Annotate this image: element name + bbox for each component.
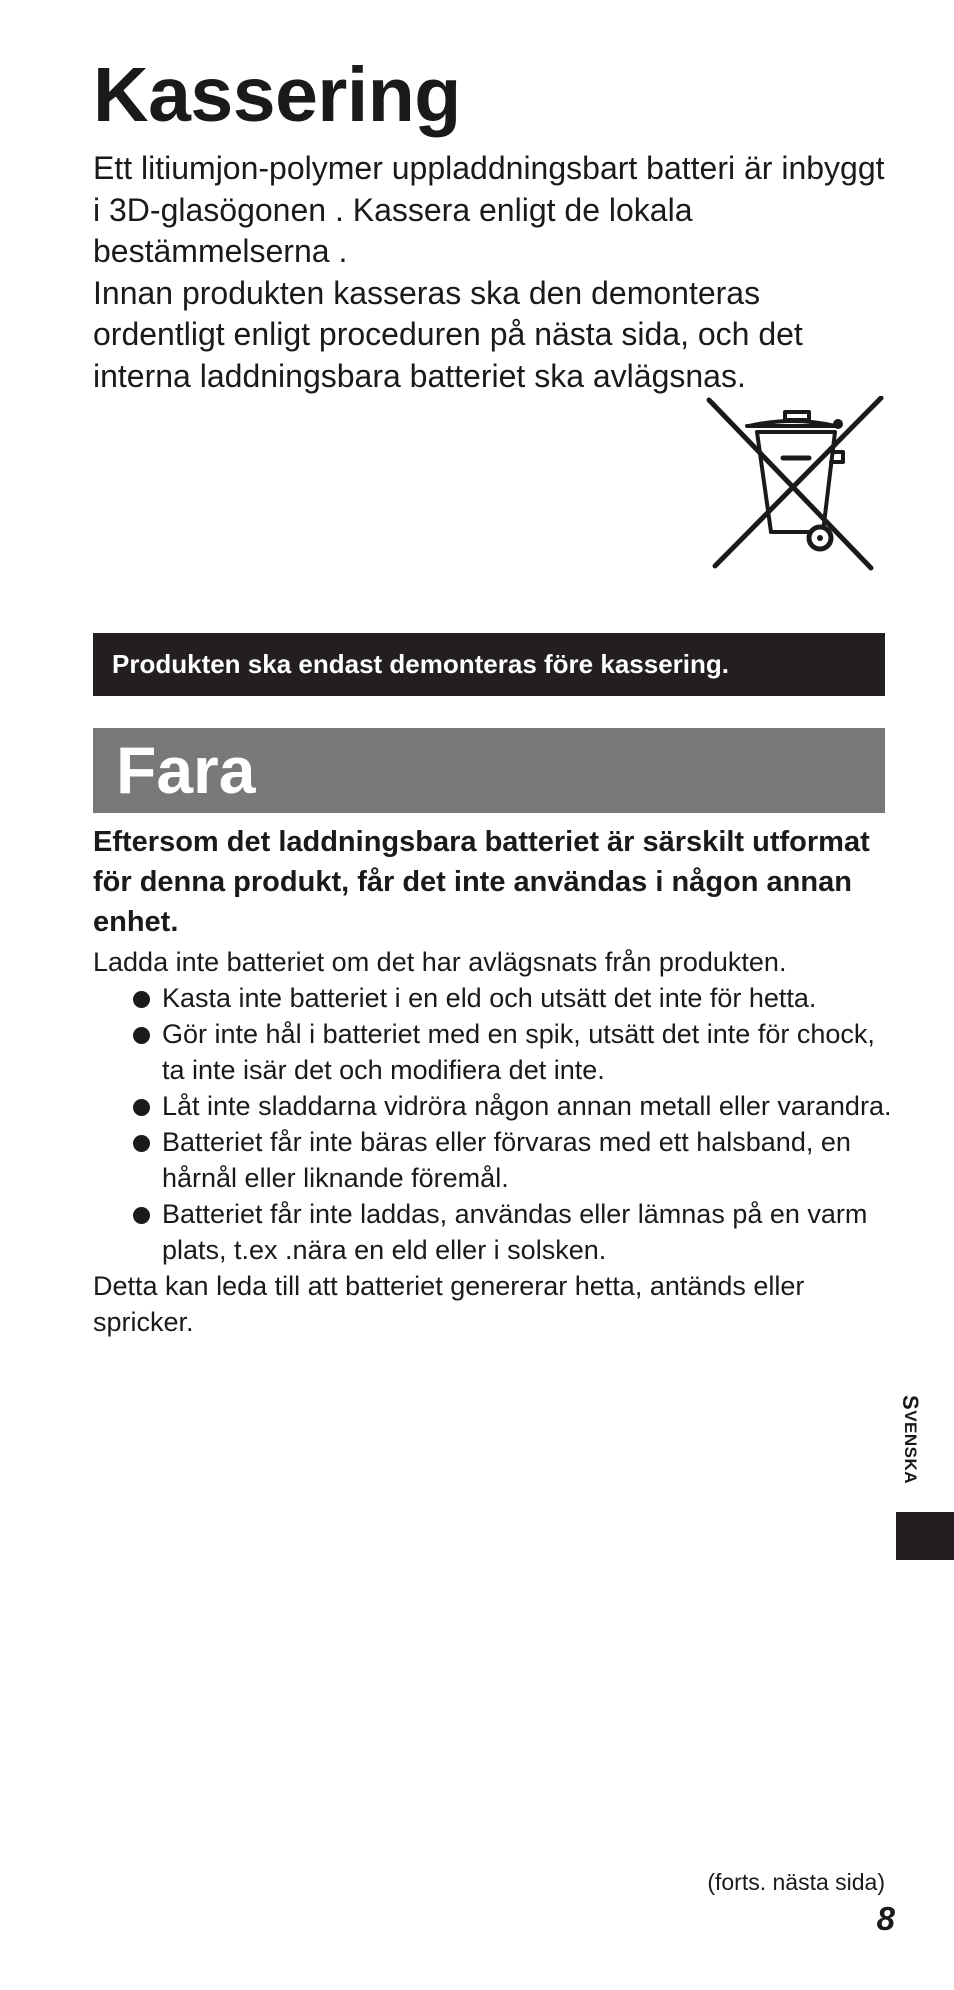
crossed-out-wheelie-bin-icon <box>705 396 885 574</box>
danger-lead-text: Eftersom det laddningsbara batteriet är särskilt utformat för denna produkt, får det inte användas i någon annan enhet. <box>93 826 870 938</box>
language-tab-label-rest: VENSKA <box>901 1410 920 1485</box>
list-item-text: Låt inte sladdarna vidröra någon annan metall eller varandra. <box>162 1091 892 1121</box>
list-item-text: Kasta inte batteriet i en eld och utsätt det inte för hetta. <box>162 983 817 1013</box>
list-item-text: Gör inte hål i batteriet med en spik, utsätt det inte för chock, ta inte isär det och modifiera det inte. <box>162 1019 875 1085</box>
intro-paragraph-battery: Ett litiumjon-polymer uppladdningsbart batteri är inbyggt i 3D-glasögonen . Kassera enligt de lokala bestämmelserna . <box>93 150 885 269</box>
language-tab-label-initial: S <box>898 1395 923 1411</box>
danger-intro-text: Ladda inte batteriet om det har avlägsnats från produkten. <box>93 947 787 977</box>
danger-body <box>93 944 893 1340</box>
bullet-icon <box>133 1207 150 1224</box>
page-number: 8 <box>876 1900 895 1937</box>
danger-conclusion-text: Detta kan leda till att batteriet genererar hetta, antänds eller spricker. <box>93 1271 805 1337</box>
language-tab-marker <box>896 1512 954 1560</box>
list-item <box>162 1088 893 1124</box>
intro-text <box>93 148 893 397</box>
page-title: Kassering <box>93 52 461 138</box>
list-item <box>162 1016 893 1088</box>
list-item <box>162 1196 893 1268</box>
danger-heading: Fara <box>93 728 885 813</box>
list-item-text: Batteriet får inte bäras eller förvaras med ett halsband, en hårnål eller liknande föremål. <box>162 1127 851 1193</box>
list-item <box>162 980 893 1016</box>
bullet-icon <box>133 1027 150 1044</box>
language-tab-label <box>899 1395 923 1505</box>
danger-bullet-list <box>93 980 893 1268</box>
list-item-text: Batteriet får inte laddas, användas eller lämnas på en varm plats, t.ex .nära en eld eller i solsken. <box>162 1199 868 1265</box>
bullet-icon <box>133 1135 150 1152</box>
bullet-icon <box>133 1099 150 1116</box>
list-item <box>162 1124 893 1196</box>
disposal-notice: Produkten ska endast demonteras före kassering. <box>93 633 885 696</box>
intro-paragraph-dismantle: Innan produkten kasseras ska den demonteras ordentligt enligt proceduren på nästa sida, och det interna laddningsbara batteriet ska avlägsnas. <box>93 274 803 394</box>
continued-note: (forts. nästa sida) <box>707 1869 885 1895</box>
bullet-icon <box>133 991 150 1008</box>
